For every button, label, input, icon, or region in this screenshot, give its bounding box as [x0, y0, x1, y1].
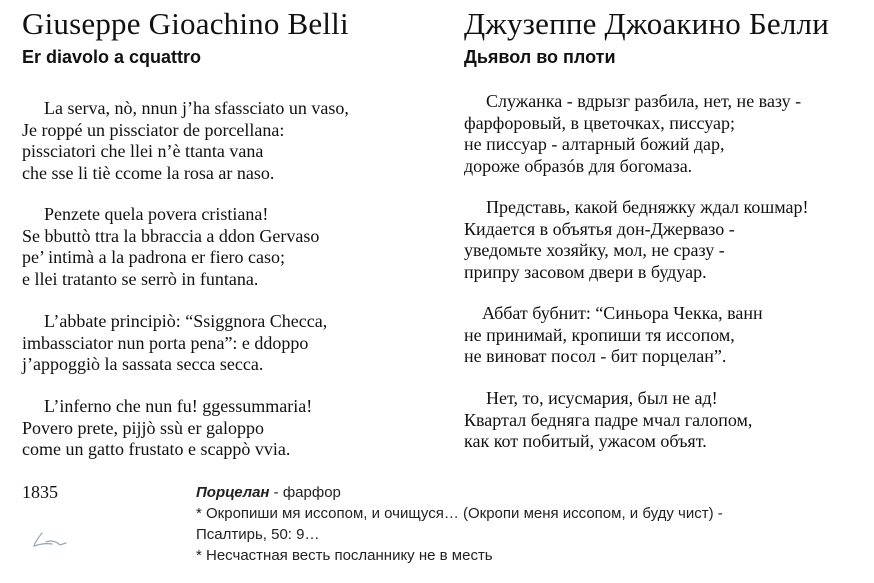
note-line: Псалтирь, 50: 9… [196, 526, 320, 543]
italian-stanza-3 [22, 311, 327, 376]
poem-line: j’appoggiò la sassata secca secca. [22, 354, 264, 374]
poem-line: уведомьте хозяйку, мол, не сразу - [464, 240, 725, 260]
italian-stanza-4 [22, 396, 312, 461]
russian-stanza-4 [464, 388, 752, 453]
poem-line: pe’ intimà a la padrona er fiero caso; [22, 247, 286, 267]
poem-line: che sse li tiè ccome la rosa ar naso. [22, 162, 275, 183]
poem-line: Квартал бедняга падре мчал галопом, [464, 409, 753, 430]
note-term-line [196, 482, 816, 503]
note-line: * Несчастная весть посланнику не в месть [196, 547, 493, 564]
poem-line: La serva, nò, nnun j’ha sfassciato un vaso, [44, 98, 349, 118]
russian-stanza-2 [464, 197, 808, 283]
note-term: Порцелан [196, 484, 270, 501]
russian-stanza-3 [464, 303, 763, 368]
poem-line: Penzete quela povera cristiana! [44, 204, 269, 224]
poet-name-italian: Giuseppe Gioachino Belli [22, 6, 349, 41]
poem-title-russian: Дьявол во плоти [464, 47, 616, 67]
note-term-definition: - фарфор [269, 484, 341, 501]
poem-line: Нет, то, исусмария, был не ад! [486, 388, 718, 408]
poem-line: L’inferno che nun fu! ggessummaria! [44, 396, 313, 416]
italian-stanza-2 [22, 204, 319, 290]
poem-line: дороже образóв для богомаза. [464, 155, 693, 176]
poem-line: L’abbate principiò: “Ssiggnora Checca, [44, 311, 328, 331]
poem-line: как кот побитый, ужасом объят. [464, 431, 707, 451]
poem-line: Аббат бубнит: “Синьора Чекка, ванн [482, 303, 763, 323]
poem-line: не виноват посол - бит порцелан”. [464, 346, 727, 366]
poet-name-russian: Джузеппе Джоакино Белли [464, 6, 829, 41]
poem-line: e llei tratanto se serrò in funtana. [22, 268, 259, 289]
poem-line: припру засовом двери в будуар. [464, 261, 707, 282]
poem-line: Представь, какой бедняжку ждал кошмар! [486, 197, 809, 217]
italian-stanza-1 [22, 98, 349, 184]
poem-line: imbassciator nun porta pena”: e ddoppo [22, 332, 309, 353]
poem-line: фарфоровый, в цветочках, писсуар; [464, 112, 735, 133]
poem-title-italian: Er diavolo a cquattro [22, 47, 202, 67]
signature-mark-icon [30, 530, 74, 552]
poem-line: Povero prete, pijjò ssù er galoppo [22, 417, 264, 438]
poem-line: не писсуар - алтарный божий дар, [464, 134, 725, 154]
poem-line: pissciatori che llei n’è ttanta vana [22, 141, 264, 161]
poem-line: Кидается в объятья дон-Джервазо - [464, 218, 735, 239]
poem-line: come un gatto frustato e scappò vvia. [22, 439, 291, 459]
poem-line: Служанка - вдрызг разбила, нет, не вазу - [486, 91, 802, 111]
poem-year: 1835 [22, 482, 58, 502]
russian-stanza-1 [464, 91, 801, 177]
translation-notes [196, 482, 816, 566]
note-line: * Окропиши мя иссопом, и очищуся… (Окропи меня иссопом, и буду чист) - [196, 505, 723, 522]
poem-line: не принимай, кропиши тя иссопом, [464, 324, 735, 345]
poem-line: Je roppé un pissciator de porcellana: [22, 119, 285, 140]
poem-line: Se bbuttò ttra la bbraccia a ddon Gervaso [22, 225, 320, 246]
